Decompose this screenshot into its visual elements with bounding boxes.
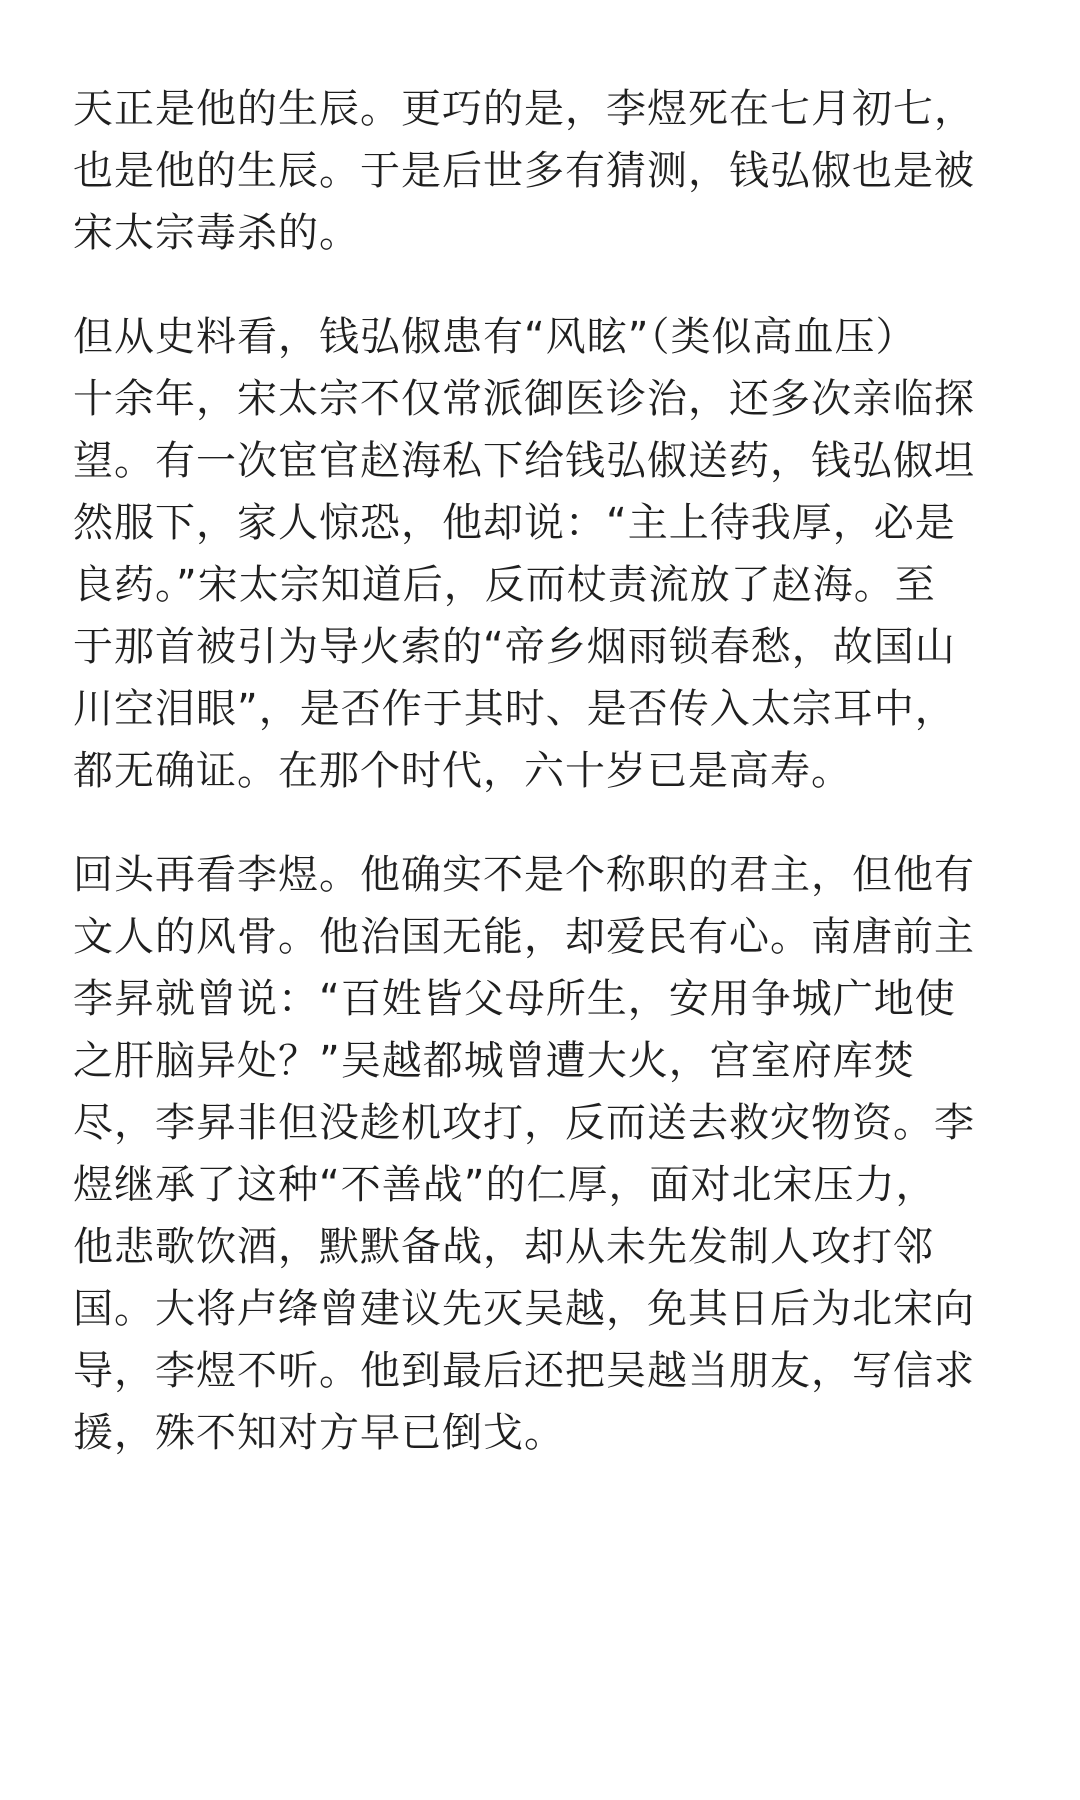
text-line: 回头再看李煜。他确实不是个称职的君主，但他有	[73, 852, 975, 898]
text-line: 于那首被引为导火索的“帝乡烟雨锁春愁，故国山	[73, 624, 956, 670]
text-line: 文人的风骨。他治国无能，却爱民有心。南唐前主	[73, 914, 975, 960]
article-body	[73, 78, 1013, 1464]
text-line: 川空泪眼”，是否作于其时、是否传入太宗耳中，	[73, 686, 956, 732]
text-line: 尽，李昇非但没趁机攻打，反而送去救灾物资。李	[73, 1100, 975, 1146]
text-line: 煜继承了这种“不善战”的仁厚，面对北宋压力，	[73, 1162, 937, 1208]
text-line: 宋太宗毒杀的。	[73, 210, 360, 256]
paragraph-1	[73, 78, 1013, 264]
text-line: 李昇就曾说：“百姓皆父母所生，安用争城广地使	[73, 976, 956, 1022]
text-line: 但从史料看，钱弘俶患有“风眩”（类似高血压）	[73, 314, 917, 360]
text-line: 十余年，宋太宗不仅常派御医诊治，还多次亲临探	[73, 376, 975, 422]
text-line: 良药。”宋太宗知道后，反而杖责流放了赵海。至	[73, 562, 936, 608]
text-line: 都无确证。在那个时代，六十岁已是高寿。	[73, 748, 852, 794]
text-line: 之肝脑异处？”吴越都城曾遭大火，宫室府库焚	[73, 1038, 915, 1084]
text-line: 然服下，家人惊恐，他却说：“主上待我厚，必是	[73, 500, 956, 546]
text-line: 天正是他的生辰。更巧的是，李煜死在七月初七，	[73, 86, 975, 132]
paragraph-3	[73, 844, 1013, 1464]
text-line: 国。大将卢绛曾建议先灭吴越，免其日后为北宋向	[73, 1286, 975, 1332]
paragraph-2	[73, 306, 1013, 802]
text-line: 导，李煜不听。他到最后还把吴越当朋友，写信求	[73, 1348, 975, 1394]
text-line: 援，殊不知对方早已倒戈。	[73, 1410, 565, 1456]
text-line: 也是他的生辰。于是后世多有猜测，钱弘俶也是被	[73, 148, 975, 194]
text-line: 他悲歌饮酒，默默备战，却从未先发制人攻打邻	[73, 1224, 934, 1270]
text-line: 望。有一次宦官赵海私下给钱弘俶送药，钱弘俶坦	[73, 438, 975, 484]
